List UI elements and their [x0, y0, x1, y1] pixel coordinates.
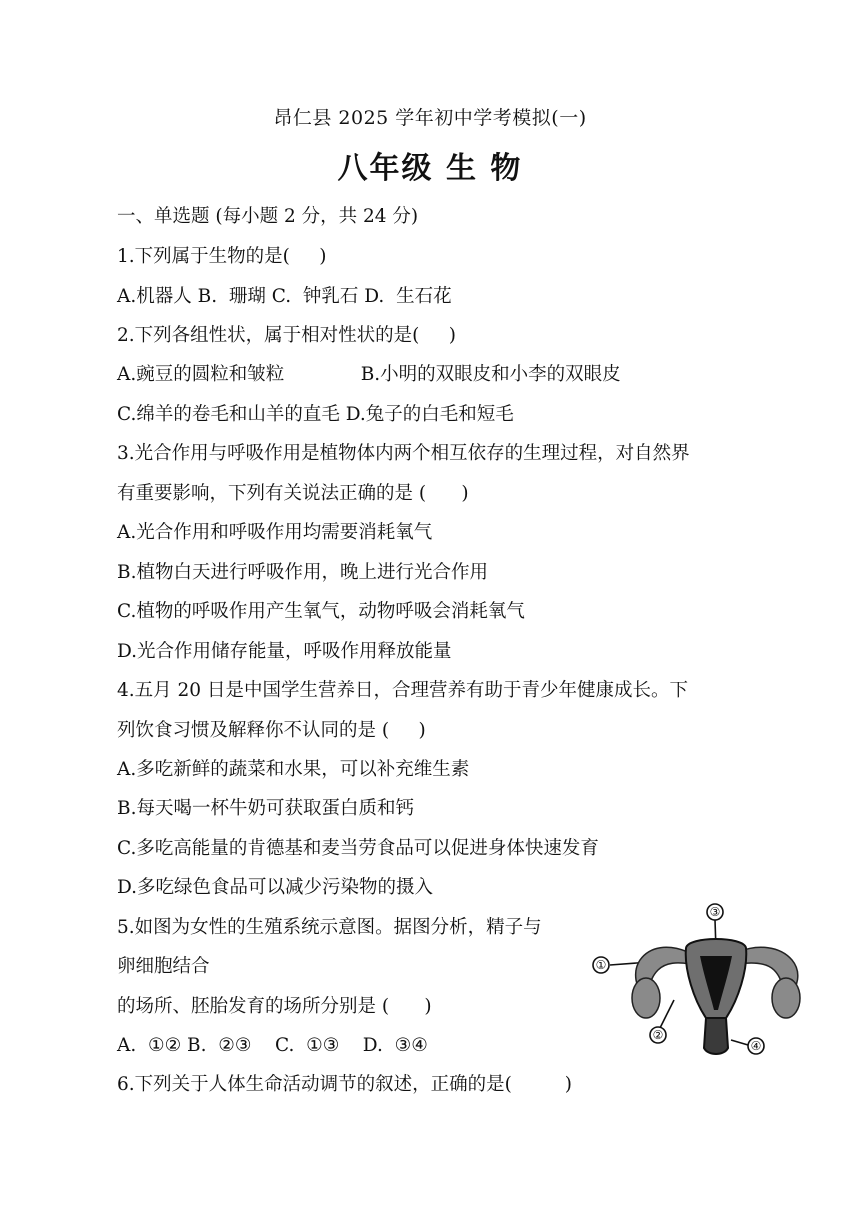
- question-4-option-a: A.多吃新鲜的蔬菜和水果，可以补充维生素: [117, 759, 470, 780]
- question-5-stem-line2: 卵细胞结合: [117, 956, 210, 977]
- exam-subtitle: 昂仁县 2025 学年初中学考模拟(一): [273, 107, 587, 129]
- question-4-stem-line2: 列饮食习惯及解释你不认同的是 ( ): [117, 720, 426, 741]
- question-1-options: A.机器人 B. 珊瑚 C. 钟乳石 D. 生石花: [117, 286, 452, 307]
- exam-title: 八年级 生 物: [337, 151, 523, 186]
- question-4-stem-line1: 4.五月 20 日是中国学生营养日，合理营养有助于青少年健康成长。下: [117, 680, 688, 701]
- question-3-stem-line2: 有重要影响，下列有关说法正确的是 ( ): [117, 483, 469, 504]
- question-6-stem: 6.下列关于人体生命活动调节的叙述，正确的是( ): [117, 1074, 573, 1095]
- question-2-options-cd: C.绵羊的卷毛和山羊的直毛 D.兔子的白毛和短毛: [117, 404, 514, 425]
- question-3-option-c: C.植物的呼吸作用产生氧气，动物呼吸会消耗氧气: [117, 601, 525, 622]
- left-ovary: [632, 978, 660, 1018]
- label-3: ③: [709, 905, 721, 919]
- question-5-stem-line1: 5.如图为女性的生殖系统示意图。据图分析，精子与: [117, 917, 542, 938]
- section-heading: 一、单选题 (每小题 2 分，共 24 分): [117, 206, 419, 227]
- label-1: ①: [595, 958, 607, 972]
- label-2: ②: [652, 1028, 664, 1042]
- question-5-stem-line3: 的场所、胚胎发育的场所分别是 ( ): [117, 996, 432, 1017]
- question-4-option-c: C.多吃高能量的肯德基和麦当劳食品可以促进身体快速发育: [117, 838, 599, 859]
- question-4-option-d: D.多吃绿色食品可以减少污染物的摄入: [117, 877, 434, 898]
- question-2-options-ab: A.豌豆的圆粒和皱粒 B.小明的双眼皮和小李的双眼皮: [117, 364, 621, 385]
- question-2-stem: 2.下列各组性状，属于相对性状的是( ): [117, 325, 456, 346]
- question-4-option-b: B.每天喝一杯牛奶可获取蛋白质和钙: [117, 798, 414, 819]
- question-3-option-b: B.植物白天进行呼吸作用，晚上进行光合作用: [117, 562, 488, 583]
- reproductive-system-diagram: [588, 900, 813, 1065]
- leader-line-4: [731, 1040, 748, 1045]
- question-1-stem: 1.下列属于生物的是( ): [117, 246, 327, 267]
- vagina: [704, 1018, 728, 1054]
- label-4: ④: [750, 1039, 762, 1053]
- right-ovary: [772, 978, 800, 1018]
- question-3-option-d: D.光合作用储存能量，呼吸作用释放能量: [117, 641, 452, 662]
- question-5-options: A. ①② B. ②③ C. ①③ D. ③④: [117, 1035, 428, 1056]
- question-3-stem-line1: 3.光合作用与呼吸作用是植物体内两个相互依存的生理过程，对自然界: [117, 443, 690, 464]
- leader-line-2: [660, 1000, 674, 1028]
- question-3-option-a: A.光合作用和呼吸作用均需要消耗氧气: [117, 522, 433, 543]
